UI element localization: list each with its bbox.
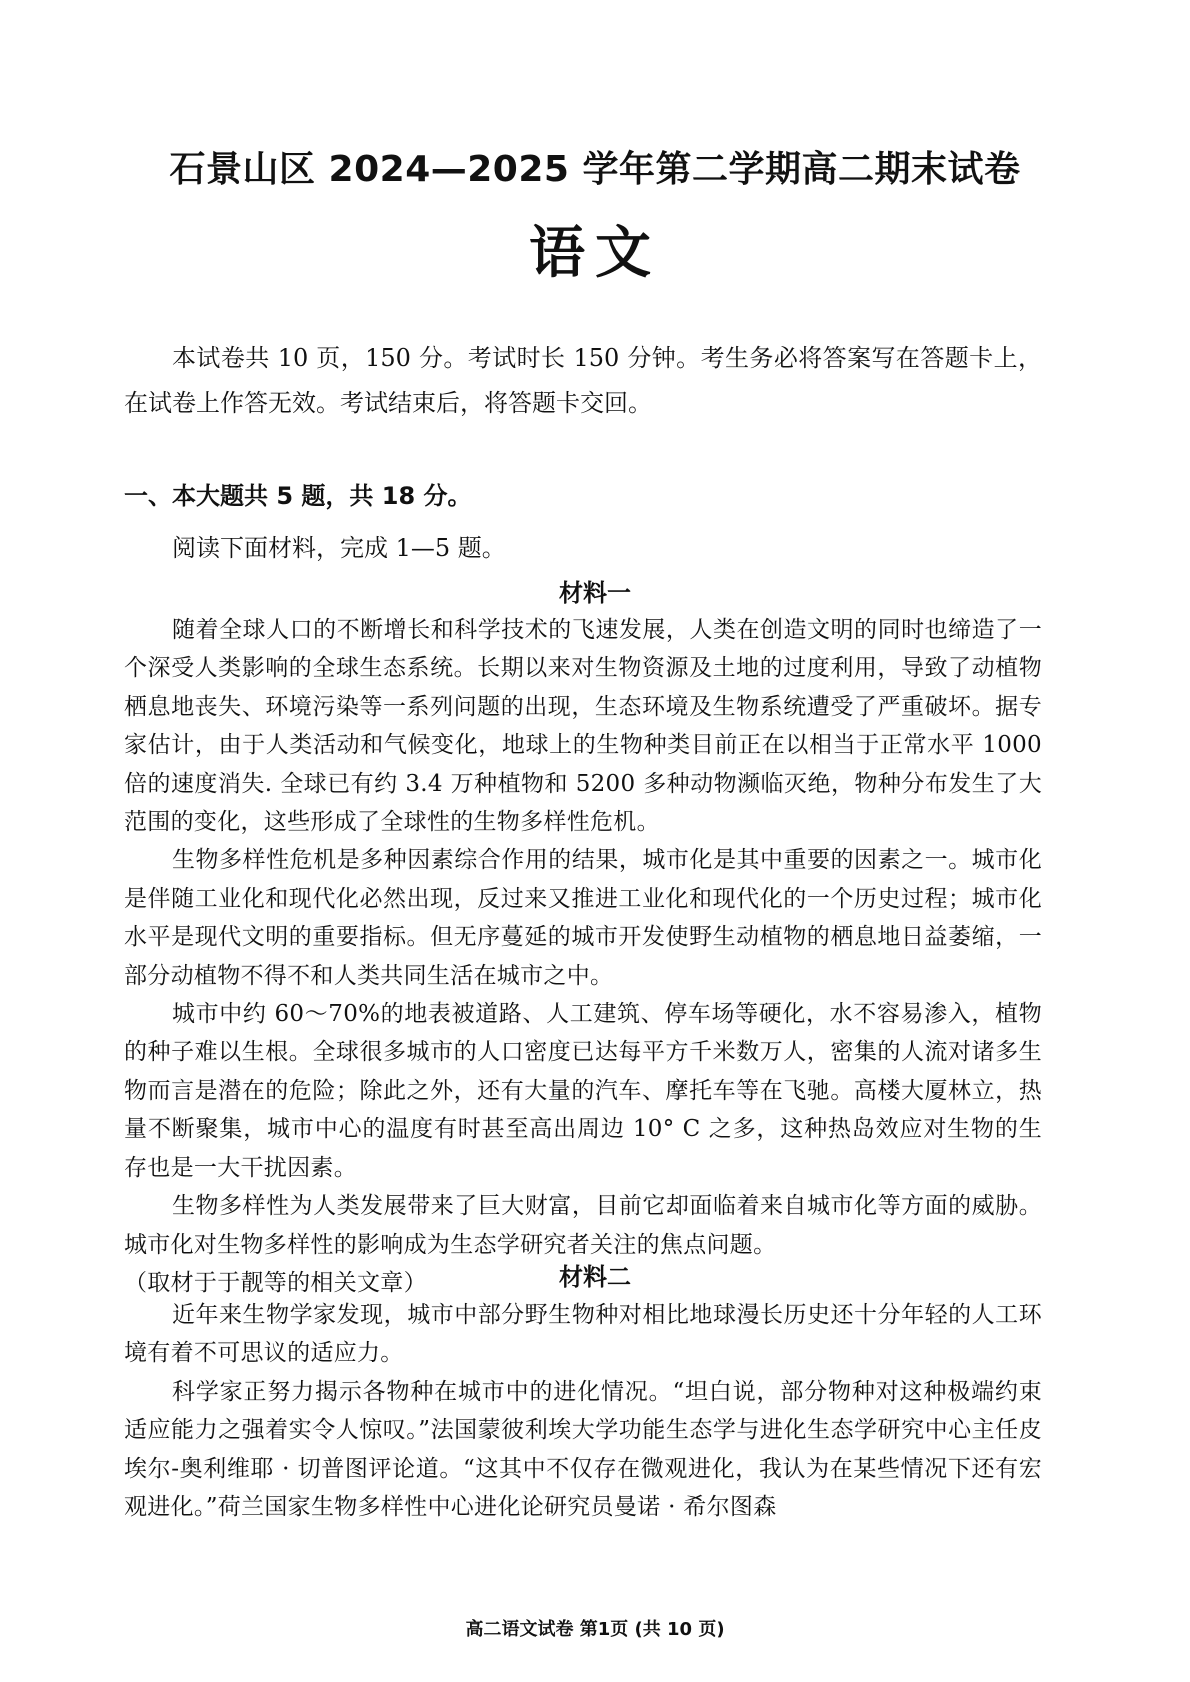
exam-instructions: 本试卷共 10 页，150 分。考试时长 150 分钟。考生务必将答案写在答题卡上，在试卷上作答无效。考试结束后，将答题卡交回。 bbox=[124, 344, 1042, 417]
material-two-body bbox=[124, 1296, 1042, 1526]
reading-instruction: 阅读下面材料，完成 1—5 题。 bbox=[172, 534, 506, 562]
page-footer: 高二语文试卷 第1页 (共 10 页) bbox=[465, 1619, 725, 1640]
section-one-heading: 一、本大题共 5 题，共 18 分。 bbox=[124, 482, 472, 510]
material-one-paragraph: 生物多样性危机是多种因素综合作用的结果，城市化是其中重要的因素之一。城市化是伴随工业化和现代化必然出现，反过来又推进工业化和现代化的一个历史过程；城市化水平是现代文明的重要指标。但无序蔓延的城市开发使野生动植物的栖息地日益萎缩，一部分动植物不得不和人类共同生活在城市之中。 bbox=[124, 847, 1042, 989]
material-one-paragraph: 随着全球人口的不断增长和科学技术的飞速发展，人类在创造文明的同时也缔造了一个深受人类影响的全球生态系统。长期以来对生物资源及土地的过度利用，导致了动植物栖息地丧失、环境污染等一系列问题的出现，生态环境及生物系统遭受了严重破坏。据专家估计，由于人类活动和气候变化，地球上的生物种类目前正在以相当于正常水平 1000 倍的速度消失. 全球已有约 3.4 万种植物和 5200 多种动物濒临灭绝，物种分布发生了大范围的变化，这些形成了全球性的生物多样性危机。 bbox=[124, 617, 1042, 836]
material-two-title: 材料二 bbox=[559, 1263, 631, 1291]
subject-title: 语文 bbox=[529, 221, 661, 286]
material-one-source: （取材于于靓等的相关文章） bbox=[124, 1269, 427, 1296]
material-two-paragraph: 科学家正努力揭示各物种在城市中的进化情况。“坦白说，部分物种对这种极端约束适应能力之强着实令人惊叹。”法国蒙彼利埃大学功能生态学与进化生态学研究中心主任皮埃尔-奥利维耶 · 切普图评论道。“这其中不仅存在微观进化，我认为在某些情况下还有宏观进化。”荷兰国家生物多样性中心进化论研究员曼诺 · 希尔图森 bbox=[124, 1378, 1042, 1521]
material-two-paragraph: 近年来生物学家发现，城市中部分野生物种对相比地球漫长历史还十分年轻的人工环境有着不可思议的适应力。 bbox=[124, 1302, 1042, 1367]
material-one-title: 材料一 bbox=[559, 579, 631, 607]
material-one-body bbox=[124, 611, 1042, 1302]
exam-title: 石景山区 2024—2025 学年第二学期高二期末试卷 bbox=[169, 149, 1021, 190]
material-one-paragraph: 城市中约 60～70%的地表被道路、人工建筑、停车场等硬化，水不容易渗入，植物的种子难以生根。全球很多城市的人口密度已达每平方千米数万人，密集的人流对诸多生物而言是潜在的危险；除此之外，还有大量的汽车、摩托车等在飞驰。高楼大厦林立，热量不断聚集，城市中心的温度有时甚至高出周边 10° C 之多，这种热岛效应对生物的生存也是一大干扰因素。 bbox=[124, 1001, 1042, 1181]
material-one-paragraph: 生物多样性为人类发展带来了巨大财富，目前它却面临着来自城市化等方面的威胁。城市化对生物多样性的影响成为生态学研究者关注的焦点问题。 bbox=[124, 1193, 1042, 1258]
